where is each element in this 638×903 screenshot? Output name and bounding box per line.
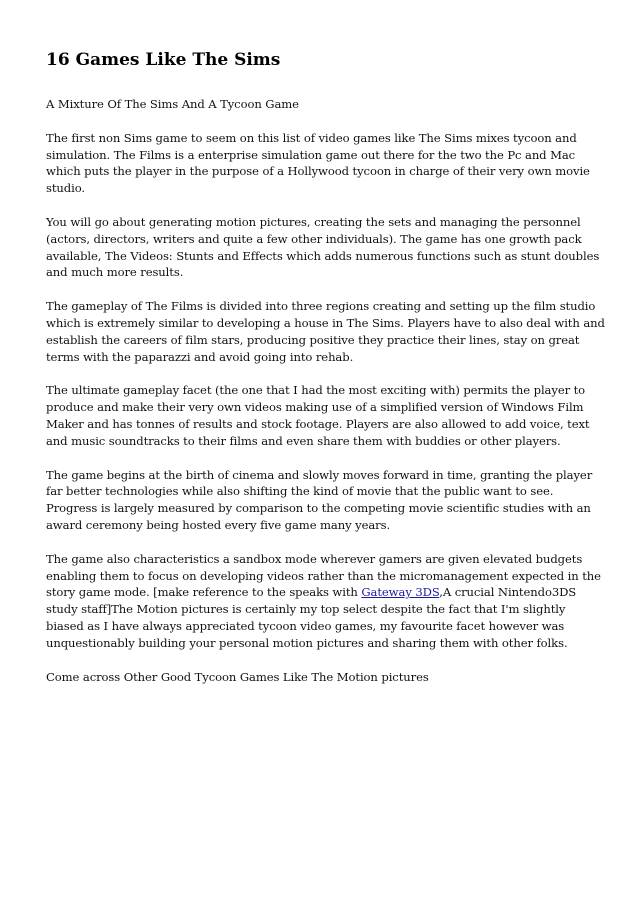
document-title: 16 Games Like The Sims	[46, 50, 281, 70]
paragraph-5: The game begins at the birth of cinema and slowly moves forward in time, granting the player far better technologies while also shifting the kind of movie that the public want to see. Progress is largely measured by comparison to the competing movie scientific studies with an award ceremony being hosted every five game many years.	[46, 467, 593, 532]
paragraph-2: You will go about generating motion pictures, creating the sets and managing the personnel (actors, directors, writers and quite a few other individuals). The game has one growth pack available, The Videos: Stunts and Effects which adds numerous functions such as stunt doubles and much more results.	[46, 214, 600, 280]
closing-heading: Come across Other Good Tycoon Games Like The Motion pictures	[46, 669, 429, 684]
paragraph-6-text-before: The game also characteristics a sandbox mode wherever gamers are given elevated budgets enabling them to focus on developing videos rather than the micromanagement expected in the story game mode. [make reference to the speaks with	[46, 551, 601, 600]
paragraph-6	[46, 551, 606, 652]
gateway-3ds-link[interactable]: Gateway 3DS	[361, 585, 440, 600]
paragraph-1: The first non Sims game to seem on this list of video games like The Sims mixes tycoon and simulation. The Films is a enterprise simulation game out there for the two the Pc and Mac which puts the player in the purpose of a Hollywood tycoon in charge of their very own movie studio.	[46, 130, 590, 196]
document-page	[46, 48, 606, 702]
section-subtitle: A Mixture Of The Sims And A Tycoon Game	[46, 97, 299, 111]
paragraph-6-text-after: ,A crucial Nintendo3DS study staff]The Motion pictures is certainly my top select despite the fact that I'm slightly biased as I have always appreciated tycoon video games, my favourite facet however was unquestionably building your personal motion pictures and sharing them with other folks.	[46, 585, 577, 650]
paragraph-3: The gameplay of The Films is divided into three regions creating and setting up the film studio which is extremely similar to developing a house in The Sims. Players have to also deal with and establish the careers of film stars, producing positive they practice their lines, stay on great terms with the paparazzi and avoid going into rehab.	[46, 299, 605, 364]
paragraph-4: The ultimate gameplay facet (the one that I had the most exciting with) permits the player to produce and make their very own videos making use of a simplified version of Windows Film Maker and has tonnes of results and stock footage. Players are also allowed to add voice, text and music soundtracks to their films and even share them with buddies or other players.	[46, 383, 590, 448]
